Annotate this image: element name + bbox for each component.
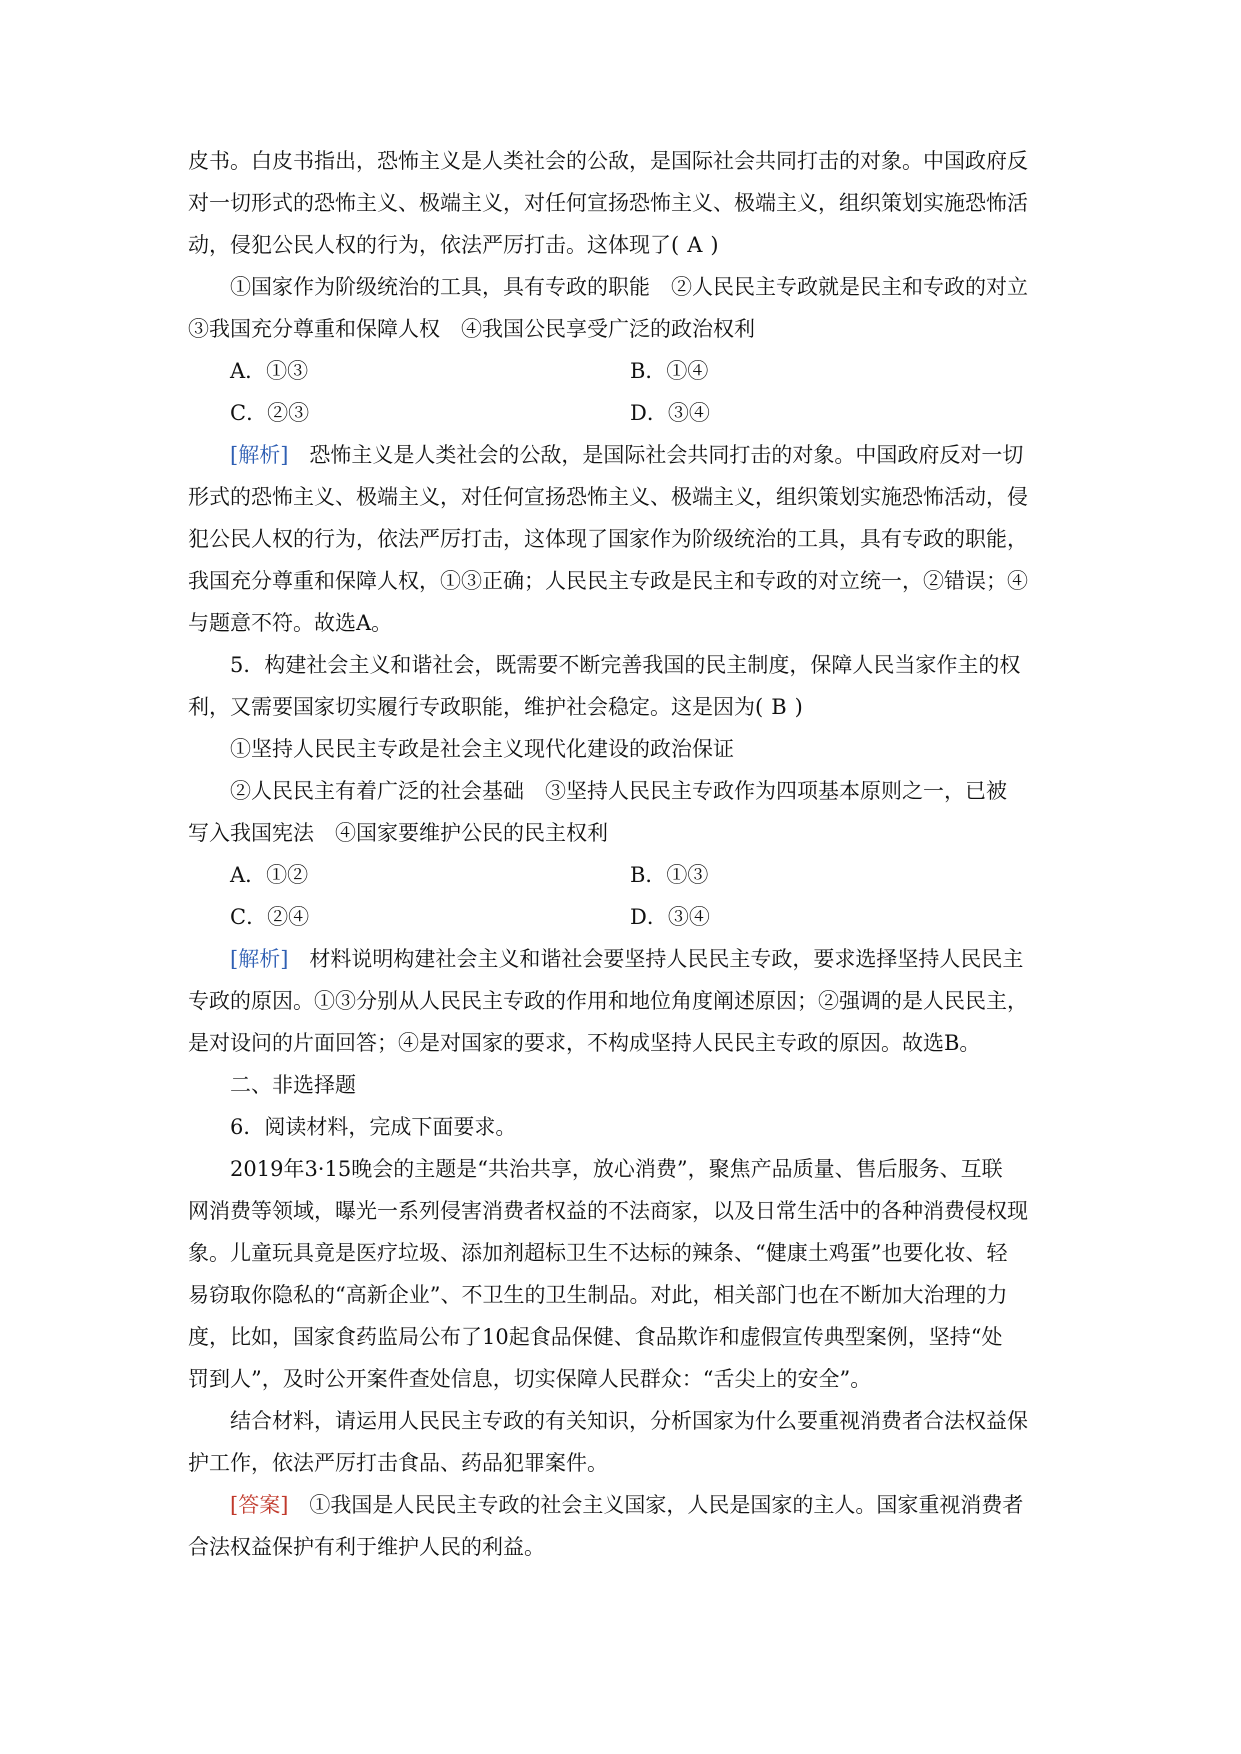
option-c: C．②④ — [230, 905, 310, 929]
option-b: B．①③ — [630, 863, 709, 887]
options-row — [188, 392, 1054, 434]
answer-bracket-open: ( — [671, 233, 680, 257]
material-line: 度，比如，国家食药监局公布了10起食品保健、食品欺诈和虚假宣传典型案例，坚持“处 — [188, 1325, 1003, 1349]
question-stem-line: 利，又需要国家切实履行专政职能，维护社会稳定。这是因为( B ) — [188, 695, 803, 719]
option-a: A．①③ — [230, 359, 309, 383]
analysis-line: 我国充分尊重和保障人权，①③正确；人民民主专政是民主和专政的对立统一，②错误；④ — [188, 569, 1028, 593]
answer-line: [答案] ①我国是人民民主专政的社会主义国家，人民是国家的主人。国家重视消费者 — [230, 1493, 1024, 1517]
statement-line: ②人民民主有着广泛的社会基础 ③坚持人民民主专政作为四项基本原则之一，已被 — [230, 779, 1007, 803]
statement-line: ①坚持人民民主专政是社会主义现代化建设的政治保证 — [230, 737, 734, 761]
answer-bracket-open: ( — [755, 695, 764, 719]
analysis-line: [解析] 材料说明构建社会主义和谐社会要坚持人民民主专政，要求选择坚持人民民主 — [230, 947, 1024, 971]
material-line: 罚到人”，及时公开案件查处信息，切实保障人民群众：“舌尖上的安全”。 — [188, 1367, 872, 1391]
options-row — [188, 350, 1054, 392]
analysis-line: 是对设问的片面回答；④是对国家的要求，不构成坚持人民民主专政的原因。故选B。 — [188, 1031, 981, 1055]
page-content — [188, 140, 1054, 1568]
requirement-line: 护工作，依法严厉打击食品、药品犯罪案件。 — [188, 1451, 608, 1475]
analysis-line: 专政的原因。①③分别从人民民主专政的作用和地位角度阐述原因；②强调的是人民民主， — [188, 989, 1028, 1013]
question-stem-line: 对一切形式的恐怖主义、极端主义，对任何宣扬恐怖主义、极端主义，组织策划实施恐怖活 — [188, 191, 1028, 215]
answer-bracket-close: ) — [710, 233, 719, 257]
material-line: 2019年3·15晚会的主题是“共治共享，放心消费”，聚焦产品质量、售后服务、互联 — [230, 1157, 1003, 1181]
statement-line: ①国家作为阶级统治的工具，具有专政的职能 ②人民民主专政就是民主和专政的对立 — [230, 275, 1028, 299]
question-stem-line: 皮书。白皮书指出，恐怖主义是人类社会的公敌，是国际社会共同打击的对象。中国政府反 — [188, 149, 1028, 173]
question-stem-line: 6．阅读材料，完成下面要求。 — [230, 1115, 517, 1139]
question-4 — [188, 140, 1054, 644]
option-a: A．①② — [230, 863, 309, 887]
option-d: D．③④ — [630, 905, 710, 929]
analysis-tag: [解析] — [230, 947, 289, 971]
statement-line: ③我国充分尊重和保障人权 ④我国公民享受广泛的政治权利 — [188, 317, 755, 341]
answer-line: 合法权益保护有利于维护人民的利益。 — [188, 1535, 545, 1559]
option-c: C．②③ — [230, 401, 310, 425]
question-5 — [188, 644, 1054, 1064]
options-row — [188, 854, 1054, 896]
section-heading: 二、非选择题 — [230, 1073, 356, 1097]
question-stem-line: 5．构建社会主义和谐社会，既需要不断完善我国的民主制度，保障人民当家作主的权 — [230, 653, 1021, 677]
material-line: 象。儿童玩具竟是医疗垃圾、添加剂超标卫生不达标的辣条、“健康土鸡蛋”也要化妆、轻 — [188, 1241, 1008, 1265]
answer-letter: B — [771, 695, 787, 719]
answer-tag: [答案] — [230, 1493, 289, 1517]
answer-bracket-close: ) — [794, 695, 803, 719]
question-stem-line: 动，侵犯公民人权的行为，依法严厉打击。这体现了( A ) — [188, 233, 719, 257]
analysis-line: 犯公民人权的行为，依法严厉打击，这体现了国家作为阶级统治的工具，具有专政的职能， — [188, 527, 1028, 551]
options-row — [188, 896, 1054, 938]
option-d: D．③④ — [630, 401, 710, 425]
material-line: 网消费等领域，曝光一系列侵害消费者权益的不法商家，以及日常生活中的各种消费侵权现 — [188, 1199, 1028, 1223]
statement-line: 写入我国宪法 ④国家要维护公民的民主权利 — [188, 821, 608, 845]
analysis-line: 与题意不符。故选A。 — [188, 611, 393, 635]
analysis-tag: [解析] — [230, 443, 289, 467]
option-b: B．①④ — [630, 359, 709, 383]
answer-letter: A — [687, 233, 703, 257]
analysis-line: 形式的恐怖主义、极端主义，对任何宣扬恐怖主义、极端主义，组织策划实施恐怖活动，侵 — [188, 485, 1028, 509]
requirement-line: 结合材料，请运用人民民主专政的有关知识，分析国家为什么要重视消费者合法权益保 — [230, 1409, 1028, 1433]
question-6 — [188, 1106, 1054, 1568]
material-line: 易窃取你隐私的“高新企业”、不卫生的卫生制品。对此，相关部门也在不断加大治理的力 — [188, 1283, 1008, 1307]
analysis-line: [解析] 恐怖主义是人类社会的公敌，是国际社会共同打击的对象。中国政府反对一切 — [230, 443, 1024, 467]
